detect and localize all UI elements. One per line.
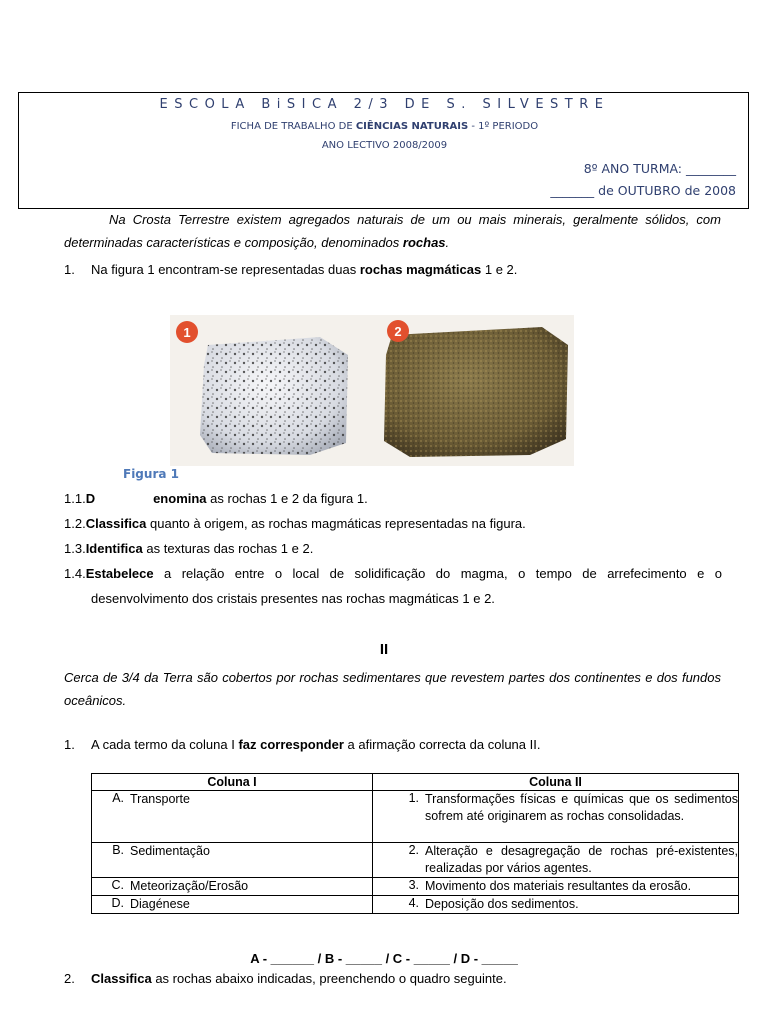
table-cell — [92, 896, 373, 914]
row-term: Sedimentação — [130, 844, 210, 858]
q1-bold: rochas magmáticas — [359, 262, 482, 277]
intro-paragraph — [64, 208, 721, 254]
column-ii-header: Coluna II — [373, 774, 739, 791]
table-cell — [373, 791, 739, 843]
figure-rocks — [170, 315, 574, 466]
row-term: Diagénese — [130, 897, 190, 911]
row-statement: Transformações físicas e químicas que os sedimentos sofrem até originarem as rochas consolidadas. — [425, 792, 738, 823]
table-header-row — [92, 774, 739, 791]
table-row — [92, 791, 739, 843]
column-i-header: Coluna I — [92, 774, 373, 791]
table-cell — [92, 843, 373, 878]
table-cell — [92, 878, 373, 896]
badge-2: 2 — [394, 324, 402, 339]
row-term: Meteorização/Erosão — [130, 879, 249, 893]
q2-1-end: a afirmação correcta da coluna II. — [343, 737, 541, 752]
table-cell — [373, 843, 739, 878]
basalt-texture — [384, 327, 568, 457]
subq-number: 1.4. — [64, 566, 86, 581]
row-letter: D. — [111, 896, 124, 910]
matching-table — [91, 773, 739, 914]
intro-text: Na Crosta Terrestre existem agregados naturais de um ou mais minerais, geralmente sólidos, com determinadas características e composição, denominados — [64, 212, 721, 250]
school-year: ANO LECTIVO 2008/2009 — [321, 140, 448, 151]
q2-2-text — [91, 971, 507, 986]
subq-text: as rochas 1 e 2 da figura 1. — [206, 491, 368, 506]
badge-1: 1 — [183, 325, 191, 340]
table-cell — [373, 878, 739, 896]
subq-bold: Identifica — [85, 541, 143, 556]
row-number: 1. — [408, 791, 419, 805]
rocks-illustration — [170, 315, 574, 466]
intro-end: . — [445, 235, 450, 250]
worksheet-period: - 1º PERIODO — [468, 121, 539, 132]
subquestion-1-1 — [64, 491, 368, 506]
row-number: 4. — [408, 896, 419, 910]
subq-number: 1.1. — [64, 491, 86, 506]
q2-1-text-a: A cada termo da coluna I — [91, 737, 239, 752]
answer-line: A - ______ / B - _____ / C - _____ / D - _____ — [250, 951, 518, 966]
row-number: 2. — [408, 843, 419, 857]
row-statement: Deposição dos sedimentos. — [425, 897, 579, 911]
section-title-ii: II — [379, 641, 389, 658]
section-ii-intro: Cerca de 3/4 da Terra são cobertos por rochas sedimentares que revestem partes dos continentes e dos fundos oceânicos. — [64, 670, 721, 708]
subq-number: 1.2. — [64, 516, 86, 531]
intro-bold: rochas — [402, 235, 446, 250]
subq-number: 1.3. — [64, 541, 86, 556]
subq-text: quanto à origem, as rochas magmáticas representadas na figura. — [146, 516, 526, 531]
row-statement: Movimento dos materiais resultantes da erosão. — [425, 879, 692, 893]
table-cell — [373, 896, 739, 914]
worksheet-prefix: FICHA DE TRABALHO DE — [230, 121, 356, 132]
q2-2-number: 2. — [64, 971, 75, 986]
figure-caption: Figura 1 — [123, 467, 179, 481]
worksheet-subject: CIÊNCIAS NATURAIS — [355, 121, 469, 132]
q2-1-text — [91, 737, 540, 752]
table-row — [92, 878, 739, 896]
row-letter: A. — [112, 791, 124, 805]
granite-texture — [200, 337, 348, 455]
q1-number: 1. — [64, 262, 75, 277]
row-letter: B. — [112, 843, 124, 857]
subq-bold: Classifica — [85, 516, 147, 531]
date-field: _______ de OUTUBRO de 2008 — [550, 183, 736, 198]
table-cell — [92, 791, 373, 843]
row-letter: C. — [111, 878, 124, 892]
q2-1-number: 1. — [64, 737, 75, 752]
subquestion-1-3 — [64, 541, 313, 556]
q2-2-rest: as rochas abaixo indicadas, preenchendo o quadro seguinte. — [151, 971, 507, 986]
subq-bold-cont: enomina — [153, 491, 207, 506]
subquestion-1-4-cont: desenvolvimento dos cristais presentes nas rochas magmáticas 1 e 2. — [91, 591, 495, 606]
q1-end: 1 e 2. — [481, 262, 518, 277]
table-row — [92, 843, 739, 878]
header-box — [18, 92, 749, 209]
q2-2-bold: Classifica — [91, 971, 152, 986]
q1-text — [91, 262, 517, 277]
table-row — [92, 896, 739, 914]
row-number: 3. — [408, 878, 419, 892]
class-field: 8º ANO TURMA: ________ — [583, 161, 736, 176]
q2-1-bold: faz corresponder — [238, 737, 344, 752]
subquestion-1-2 — [64, 516, 526, 531]
school-name: ESCOLA BiSICA 2/3 DE S. SILVESTRE — [159, 97, 610, 112]
subq-bold: D — [85, 491, 96, 506]
subq-text: as texturas das rochas 1 e 2. — [142, 541, 314, 556]
subq-text: a relação entre o local de solidificação do magma, o tempo de arrefecimento e o — [153, 566, 722, 581]
q1-text-a: Na figura 1 encontram-se representadas duas — [91, 262, 360, 277]
worksheet-title — [19, 121, 750, 132]
row-statement: Alteração e desagregação de rochas pré-existentes, realizadas por vários agentes. — [425, 844, 738, 875]
subq-bold: Estabelece — [85, 566, 154, 581]
row-term: Transporte — [130, 792, 190, 806]
subquestion-1-4 — [64, 566, 722, 581]
